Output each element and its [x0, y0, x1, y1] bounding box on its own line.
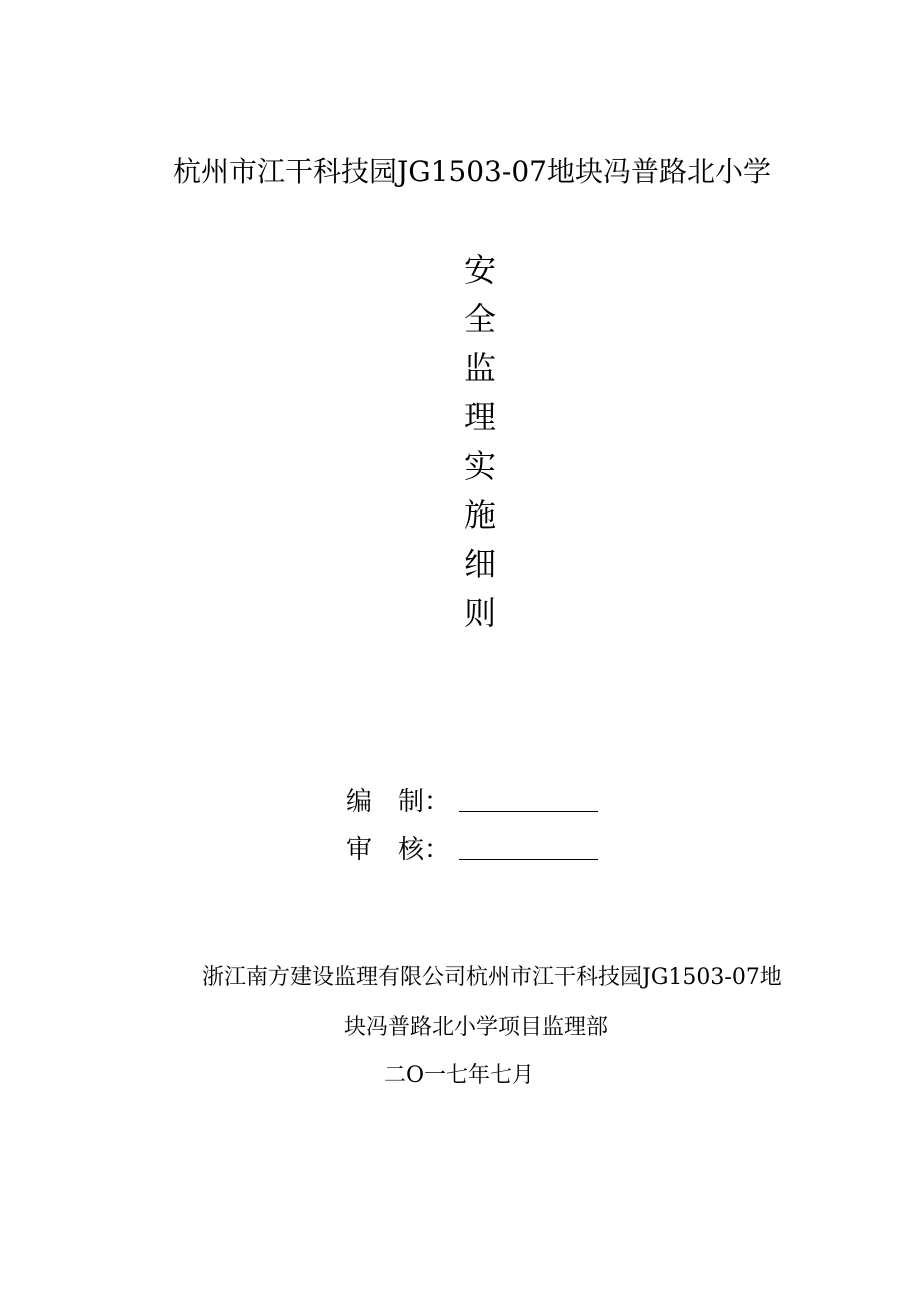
compile-signature-line [459, 811, 598, 812]
compile-row [346, 778, 646, 826]
signature-block [346, 778, 646, 874]
document-title-char: 全 [463, 300, 496, 338]
review-label: 审 核： [346, 835, 451, 865]
document-date: 二O一七年七月 [384, 1063, 535, 1088]
company-name-line-2: 块冯普路北小学项目监理部 [344, 1015, 609, 1040]
project-title: 杭州市江干科技园JG1503-07地块冯普路北小学 [173, 155, 771, 188]
company-name-line-1: 浙江南方建设监理有限公司杭州市江干科技园JG1503-07地 [202, 965, 782, 990]
document-title-char: 则 [463, 594, 496, 632]
document-title-char: 施 [463, 496, 496, 534]
document-title-char: 细 [463, 545, 496, 583]
review-row [346, 826, 646, 874]
review-signature-line [459, 859, 598, 860]
document-title-char: 安 [463, 251, 496, 289]
document-title [455, 246, 505, 638]
document-title-char: 监 [463, 349, 496, 387]
document-title-char: 实 [463, 447, 496, 485]
document-title-char: 理 [463, 398, 496, 436]
compile-label: 编 制： [346, 787, 451, 817]
